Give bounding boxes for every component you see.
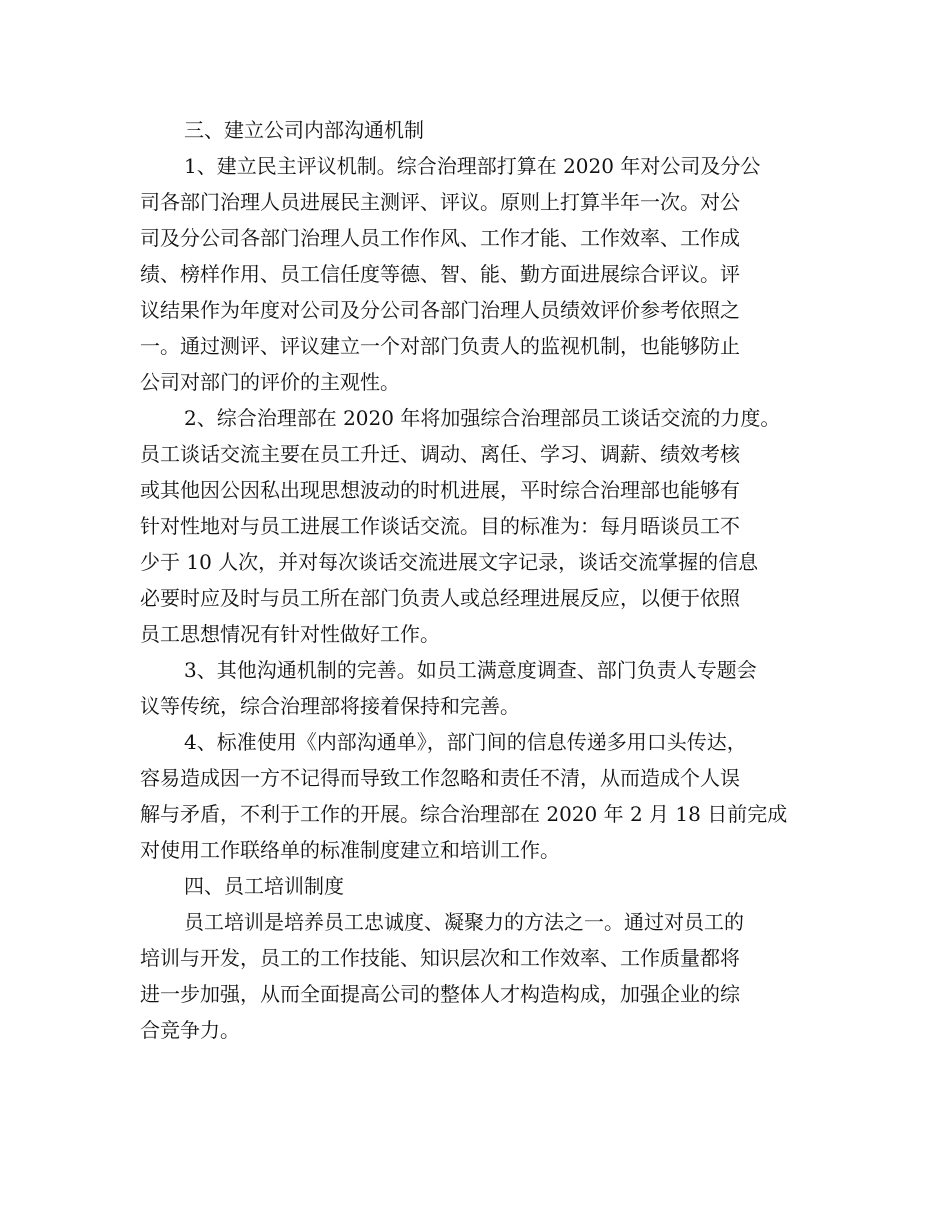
paragraph-line: 公司对部门的评价的主观性。 [140,370,400,394]
paragraph-line: 议等传统，综合治理部将接着保持和完善。 [140,694,520,718]
paragraph-line: 员工思想情况有针对性做好工作。 [140,622,440,646]
section-heading-3: 三、建立公司内部沟通机制 [184,118,424,142]
paragraph-line: 少于 10 人次，并对每次谈话交流进展文字记录，谈话交流掌握的信息 [140,550,759,574]
paragraph-line: 4、标准使用《内部沟通单》，部门间的信息传递多用口头传达， [184,730,747,754]
paragraph-line: 员工谈话交流主要在员工升迁、调动、离任、学习、调薪、绩效考核 [140,442,740,466]
paragraph-line: 解与矛盾，不利于工作的开展。综合治理部在 2020 年 2 月 18 日前完成 [140,802,788,826]
paragraph-line: 一。通过测评、评议建立一个对部门负责人的监视机制，也能够防止 [140,334,740,358]
paragraph-line: 司各部门治理人员进展民主测评、评议。原则上打算半年一次。对公 [140,190,740,214]
paragraph-line: 必要时应及时与员工所在部门负责人或总经理进展反应，以便于依照 [140,586,740,610]
paragraph-line: 合竞争力。 [140,1018,240,1042]
paragraph-line: 或其他因公因私出现思想波动的时机进展，平时综合治理部也能够有 [140,478,740,502]
paragraph-line: 绩、榜样作用、员工信任度等德、智、能、勤方面进展综合评议。评 [140,262,740,286]
paragraph-line: 3、其他沟通机制的完善。如员工满意度调查、部门负责人专题会 [184,658,757,682]
section-heading-4: 四、员工培训制度 [184,874,344,898]
paragraph-line: 进一步加强，从而全面提高公司的整体人才构造构成，加强企业的综 [140,982,740,1006]
paragraph-line: 1、建立民主评议机制。综合治理部打算在 2020 年对公司及分公 [184,154,761,178]
paragraph-line: 培训与开发，员工的工作技能、知识层次和工作效率、工作质量都将 [140,946,740,970]
paragraph-line: 员工培训是培养员工忠诚度、凝聚力的方法之一。通过对员工的 [184,910,744,934]
paragraph-line: 议结果作为年度对公司及分公司各部门治理人员绩效评价参考依照之 [140,298,740,322]
paragraph-line: 2、综合治理部在 2020 年将加强综合治理部员工谈话交流的力度。 [184,406,781,430]
paragraph-line: 针对性地对与员工进展工作谈话交流。目的标准为：每月晤谈员工不 [140,514,740,538]
paragraph-line: 对使用工作联络单的标准制度建立和培训工作。 [140,838,560,862]
paragraph-line: 容易造成因一方不记得而导致工作忽略和责任不清，从而造成个人误 [140,766,740,790]
paragraph-line: 司及分公司各部门治理人员工作作风、工作才能、工作效率、工作成 [140,226,740,250]
